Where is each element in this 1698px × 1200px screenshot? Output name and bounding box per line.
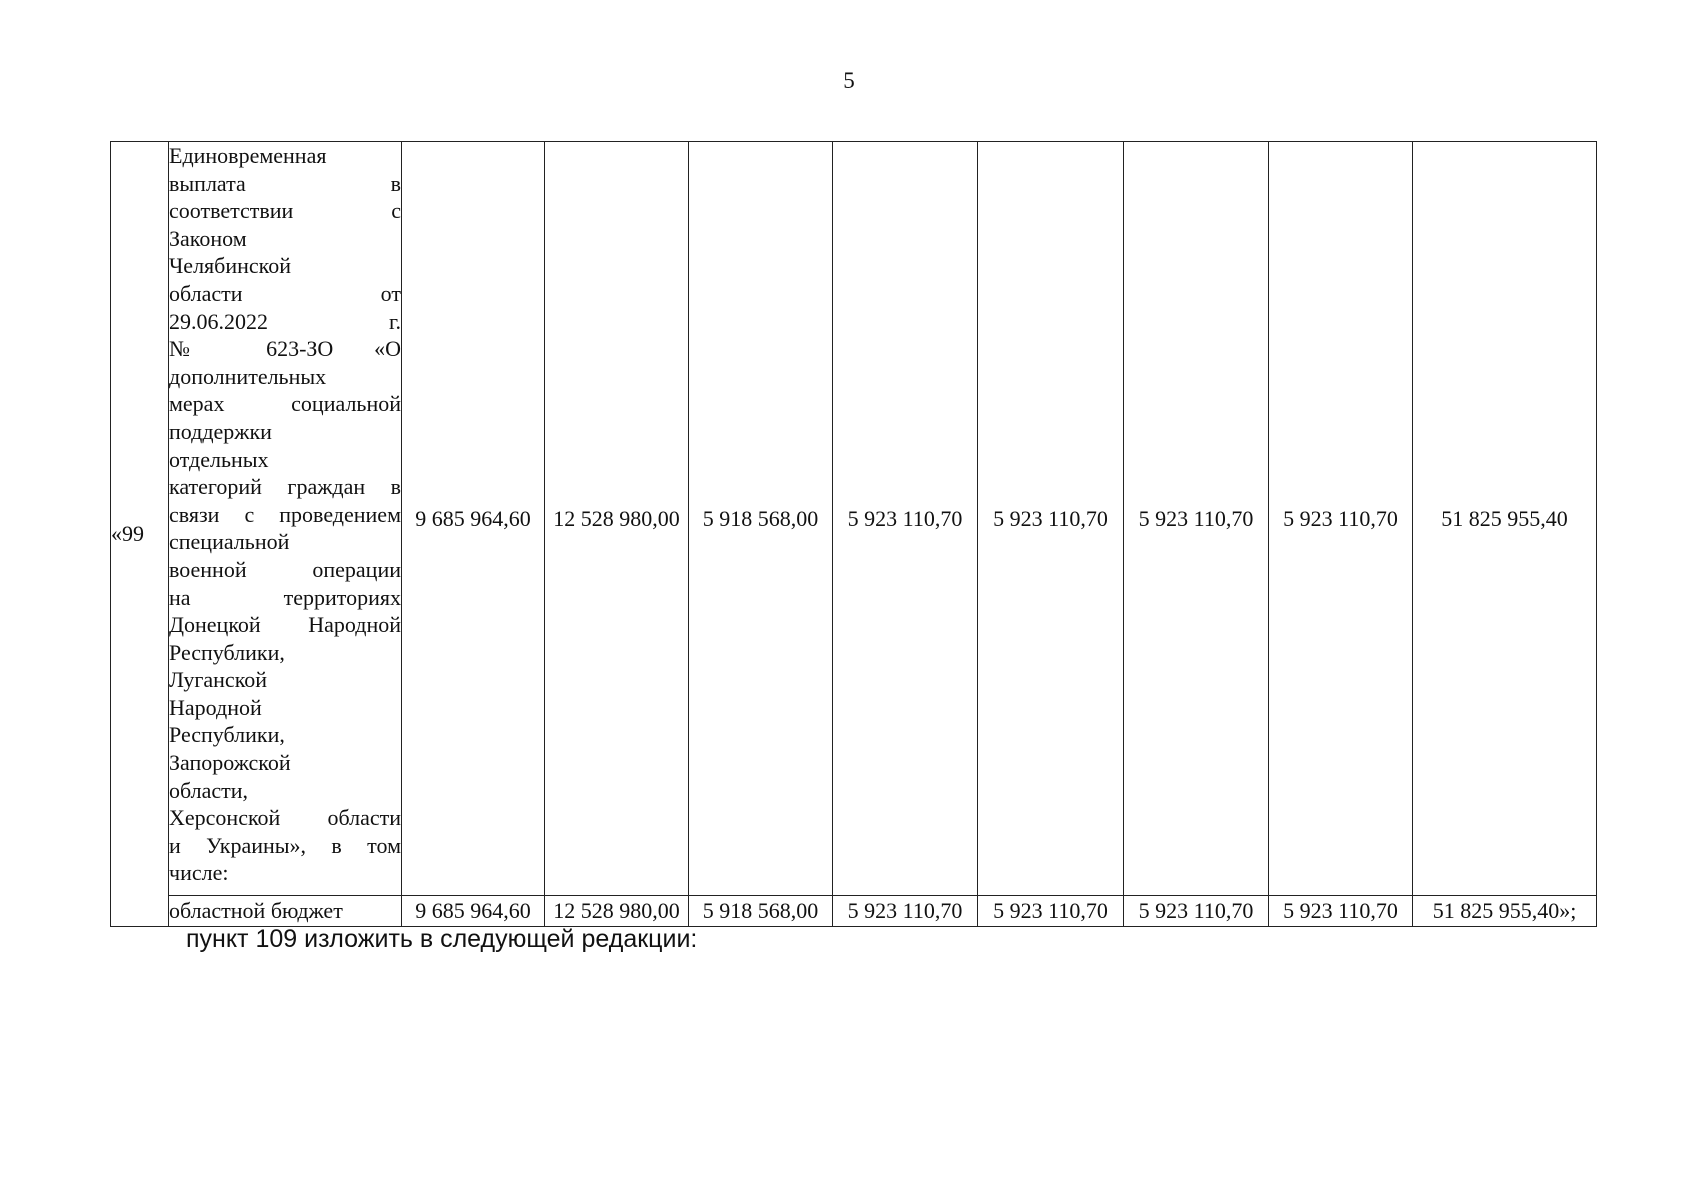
description-line: мерах социальной — [169, 391, 401, 417]
main-value-total: 51 825 955,40 — [1413, 142, 1597, 896]
sub-value-6: 5 923 110,70 — [1124, 896, 1269, 927]
description-line: Запорожской — [169, 750, 291, 776]
description-line: Херсонской области — [169, 805, 401, 831]
description-line: области, — [169, 777, 249, 803]
description-line: и Украины», в том — [169, 832, 401, 858]
description-line: отдельных — [169, 446, 269, 472]
description-line: Челябинской — [169, 253, 292, 279]
description-line: Единовременная — [169, 143, 327, 168]
main-value-5: 5 923 110,70 — [978, 142, 1124, 896]
description-line: № 623-ЗО «О — [169, 336, 401, 362]
description-line: связи с проведением — [169, 501, 401, 527]
page-number: 5 — [843, 68, 855, 93]
sub-value-1: 9 685 964,60 — [402, 896, 545, 927]
description-line: Народной — [169, 694, 262, 720]
footer-text: пункт 109 изложить в следующей редакции: — [186, 925, 698, 953]
sub-value-5: 5 923 110,70 — [978, 896, 1124, 927]
main-value-4: 5 923 110,70 — [833, 142, 978, 896]
main-value-6: 5 923 110,70 — [1124, 142, 1269, 896]
main-value-2: 12 528 980,00 — [545, 142, 689, 896]
main-value-7: 5 923 110,70 — [1269, 142, 1413, 896]
main-value-3: 5 918 568,00 — [689, 142, 833, 896]
sub-value-4: 5 923 110,70 — [833, 896, 978, 927]
sub-value-3: 5 918 568,00 — [689, 896, 833, 927]
description-line: на территориях — [169, 584, 401, 610]
description-line: Республики, — [169, 722, 285, 748]
description-line: выплата в — [169, 170, 401, 196]
main-value-1: 9 685 964,60 — [402, 142, 545, 896]
description-line: числе: — [169, 860, 229, 886]
item-description — [169, 142, 402, 896]
description-line: специальной — [169, 529, 290, 555]
description-line: Республики, — [169, 639, 285, 665]
description-line: поддержки — [169, 418, 272, 444]
table-row — [111, 142, 1597, 896]
description-line: 29.06.2022 г. — [169, 308, 401, 334]
description-line: дополнительных — [169, 363, 327, 389]
table-row — [111, 896, 1597, 927]
budget-table — [110, 141, 1597, 927]
sub-value-total: 51 825 955,40»; — [1413, 896, 1597, 927]
sub-value-2: 12 528 980,00 — [545, 896, 689, 927]
description-line: военной операции — [169, 556, 401, 582]
description-line: соответствии с — [169, 198, 401, 224]
sub-label: областной бюджет — [169, 896, 402, 927]
sub-value-7: 5 923 110,70 — [1269, 896, 1413, 927]
description-line: области от — [169, 280, 401, 306]
description-line: категорий граждан в — [169, 474, 401, 500]
description-line: Законом — [169, 225, 247, 251]
row-number: «99 — [111, 142, 169, 927]
description-line: Луганской — [169, 667, 268, 693]
description-line: Донецкой Народной — [169, 612, 401, 638]
